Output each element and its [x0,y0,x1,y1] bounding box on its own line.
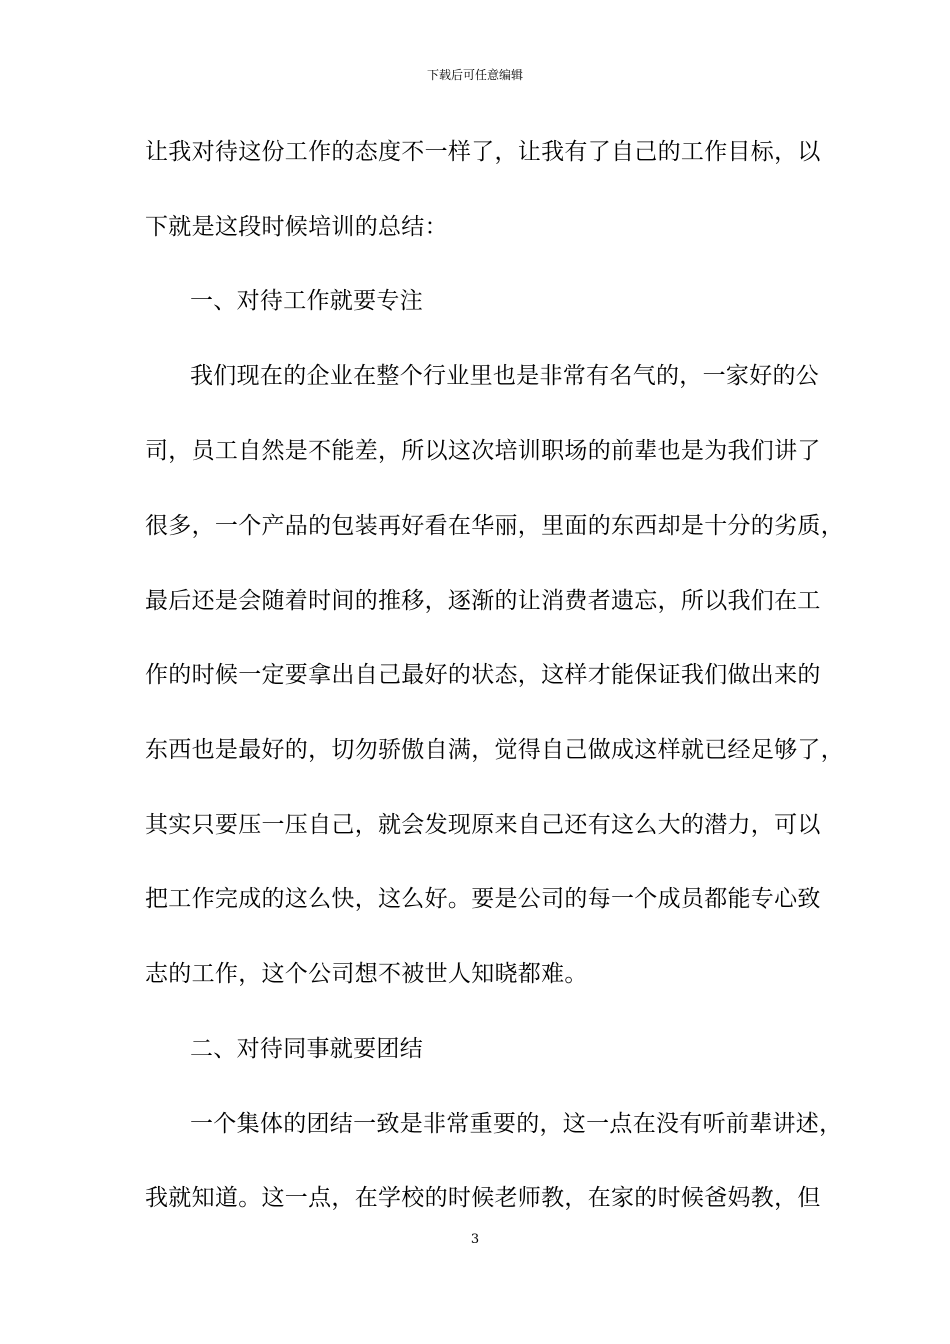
page-number: 3 [470,1232,480,1247]
text-line: 我就知道。这一点，在学校的时候老师教，在家的时候爸妈教，但 [145,1185,821,1211]
text-line: 让我对待这份工作的态度不一样了，让我有了自己的工作目标，以 [145,139,821,165]
text-line: 其实只要压一压自己，就会发现原来自己还有这么大的潜力，可以 [145,812,821,838]
text-line: 我们现在的企业在整个行业里也是非常有名气的，一家好的公 [190,363,820,389]
text-line: 下就是这段时候培训的总结： [145,214,448,240]
section-heading-1: 一、对待工作就要专注 [190,288,423,314]
page-header-note: 下载后可任意编辑 [426,68,523,82]
text-line: 司，员工自然是不能差，所以这次培训职场的前辈也是为我们讲了 [145,438,821,464]
text-line: 很多，一个产品的包装再好看在华丽，里面的东西却是十分的劣质， [145,513,844,539]
text-line: 作的时候一定要拿出自己最好的状态，这样才能保证我们做出来的 [145,662,821,688]
section-heading-2: 二、对待同事就要团结 [190,1036,423,1062]
text-line: 最后还是会随着时间的推移，逐渐的让消费者遗忘，所以我们在工 [145,588,821,614]
text-line: 把工作完成的这么快，这么好。要是公司的每一个成员都能专心致 [145,886,821,912]
text-line: 一个集体的团结一致是非常重要的，这一点在没有听前辈讲述， [190,1111,843,1137]
text-line: 东西也是最好的，切勿骄傲自满，觉得自己做成这样就已经足够了， [145,737,844,763]
text-line: 志的工作，这个公司想不被世人知晓都难。 [145,961,588,987]
